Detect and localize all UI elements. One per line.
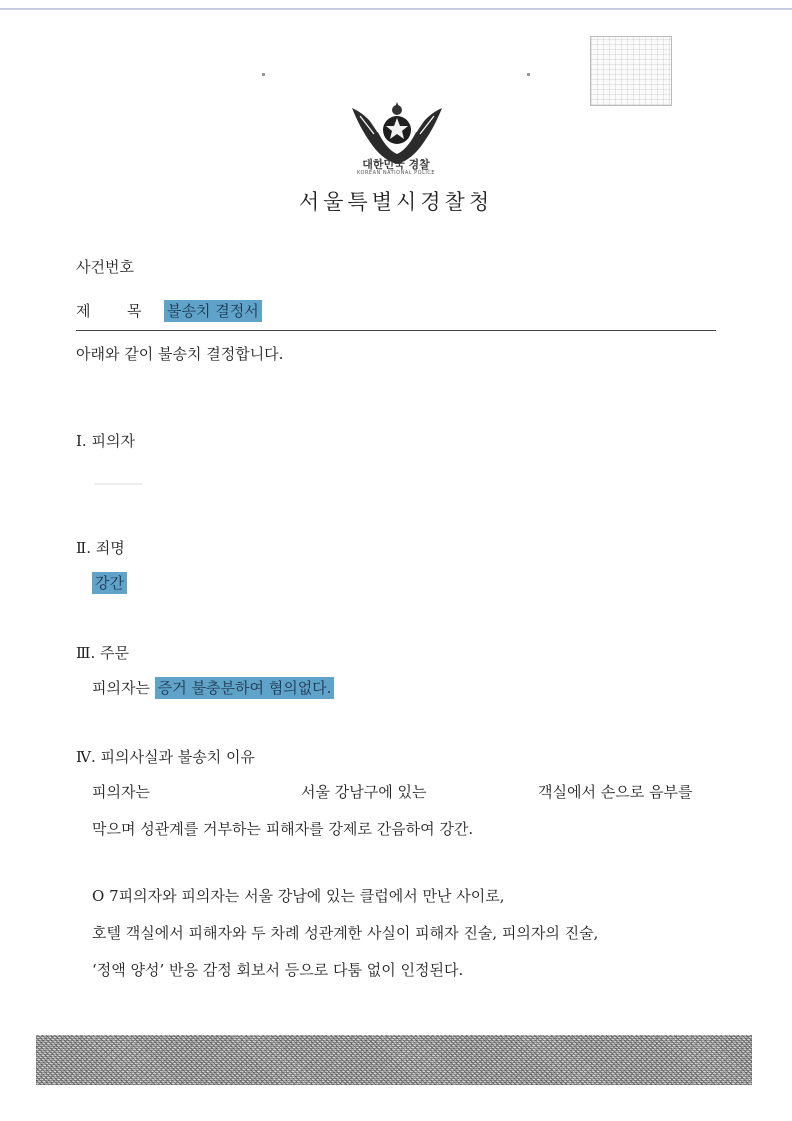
- case-number-label: 사건번호: [76, 258, 134, 276]
- title-value-highlight: 불송치 결정서: [164, 300, 262, 322]
- charge-row: [92, 572, 127, 593]
- intro-text: 아래와 같이 불송치 결정합니다.: [76, 345, 284, 363]
- facts-segment-1: 피의자는: [92, 783, 150, 801]
- emblem-subtitle: KOREAN NATIONAL POLICE: [357, 170, 435, 176]
- reason-line-2: 호텔 객실에서 피해자와 두 차례 성관계한 사실이 피해자 진술, 피의자의 진술,: [92, 924, 599, 942]
- horizontal-rule: [76, 330, 716, 331]
- ruling-value-highlight: 증거 불충분하여 혐의없다.: [155, 677, 335, 699]
- title-label-second: 목: [127, 302, 142, 320]
- title-label-first: 제: [76, 302, 91, 320]
- scan-dot: [527, 73, 530, 76]
- section-4-heading: Ⅳ. 피의사실과 불송치 이유: [76, 748, 255, 766]
- redaction-mark: [94, 483, 142, 485]
- facts-segment-2: 서울 강남구에 있는: [301, 783, 427, 801]
- stamp-box: [590, 36, 672, 106]
- scan-noise-block: [36, 1035, 752, 1085]
- facts-line-2: 막으며 성관계를 거부하는 피해자를 강제로 간음하여 강간.: [92, 820, 474, 838]
- agency-title: 서울특별시경찰청: [298, 190, 494, 214]
- ruling-prefix: 피의자는: [92, 679, 150, 697]
- top-border-line: [0, 8, 792, 10]
- emblem-name: 대한민국 경찰: [362, 158, 430, 171]
- charge-value-highlight: 강간: [92, 572, 127, 594]
- section-3-heading: Ⅲ. 주문: [76, 644, 129, 662]
- reason-line-3: ‘정액 양성’ 반응 감정 회보서 등으로 다툼 없이 인정된다.: [92, 961, 464, 979]
- section-1-heading: Ⅰ. 피의자: [76, 432, 135, 450]
- title-row: [164, 300, 262, 321]
- facts-segment-3: 객실에서 손으로 음부를: [538, 783, 693, 801]
- scan-dot: [262, 73, 265, 76]
- ruling-row: [92, 677, 334, 698]
- reason-line-1: O 7피의자와 피의자는 서울 강남에 있는 클럽에서 만난 사이로,: [92, 887, 505, 905]
- section-2-heading: Ⅱ. 죄명: [76, 539, 125, 557]
